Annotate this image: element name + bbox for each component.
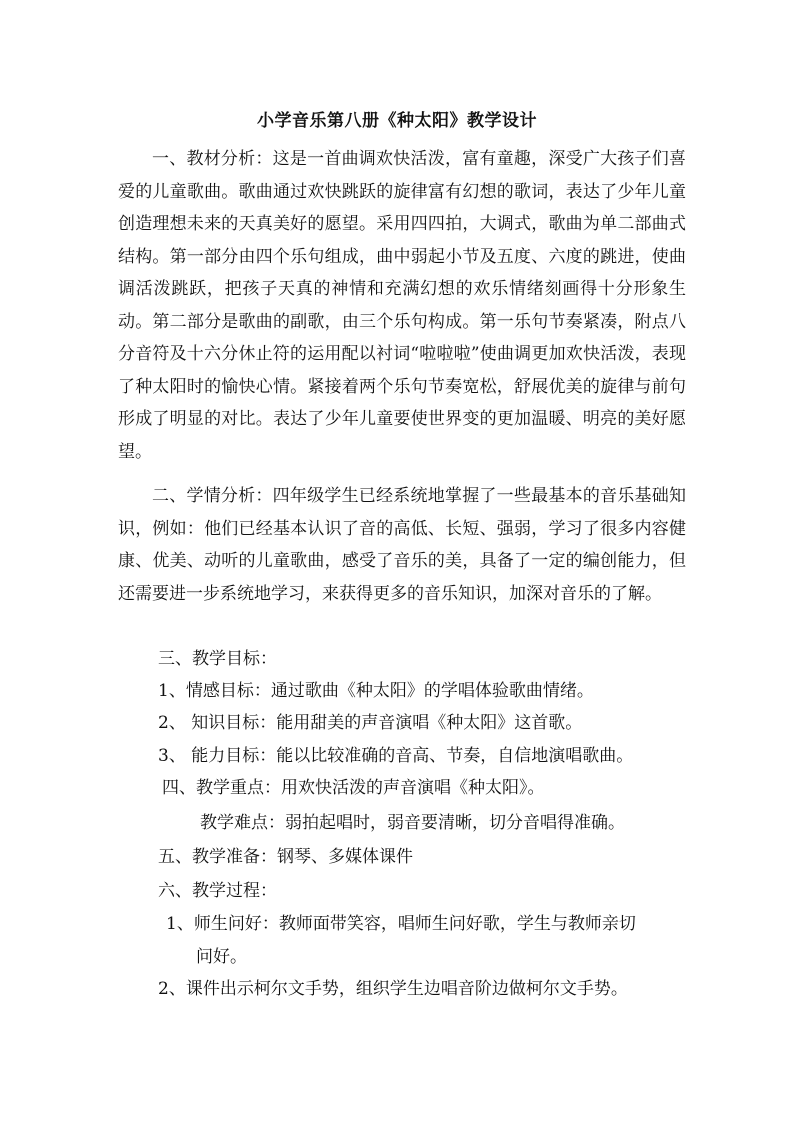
process-heading: 六、教学过程： <box>158 881 277 901</box>
key-point: 四、教学重点：用欢快活泼的声音演唱《种太阳》。 <box>162 778 545 798</box>
process-step-2: 2、课件出示柯尔文手势，组织学生边唱音阶边做柯尔文手势。 <box>158 979 628 999</box>
process-step-1: 1、师生问好：教师面带笑容，唱师生问好歌，学生与教师亲切 <box>166 914 636 934</box>
process-step-1-continued: 问好。 <box>196 947 247 967</box>
goals-heading: 三、教学目标： <box>158 649 277 669</box>
student-analysis-paragraph: 二、学情分析：四年级学生已经系统地掌握了一些最基本的音乐基础知识，例如：他们已经基本认识了音的高低、长短、强弱，学习了很多内容健康、优美、动听的儿童歌曲，感受了音乐的美，具备了一定的编创能力，但还需要进一步系统地学习，来获得更多的音乐知识，加深对音乐的了解。 <box>118 486 686 604</box>
document-title: 小学音乐第八册《种太阳》教学设计 <box>257 111 537 131</box>
goal-item-3: 3、 能力目标：能以比较准确的音高、节奏，自信地演唱歌曲。 <box>158 746 634 766</box>
goal-item-2: 2、 知识目标：能用甜美的声音演唱《种太阳》这首歌。 <box>158 713 583 733</box>
difficulty: 教学难点：弱拍起唱时，弱音要清晰，切分音唱得准确。 <box>200 813 625 833</box>
preparation: 五、教学准备：钢琴、多媒体课件 <box>158 847 413 867</box>
section-material-analysis <box>118 143 686 468</box>
section-student-analysis <box>118 480 686 610</box>
material-analysis-paragraph: 一、教材分析：这是一首曲调欢快活泼，富有童趣，深受广大孩子们喜爱的儿童歌曲。歌曲通过欢快跳跃的旋律富有幻想的歌词，表达了少年儿童创造理想未来的天真美好的愿望。采用四四拍，大调式，歌曲为单二部曲式结构。第一部分由四个乐句组成，曲中弱起小节及五度、六度的跳进，使曲调活泼跳跃，把孩子天真的神情和充满幻想的欢乐情绪刻画得十分形象生动。第二部分是歌曲的副歌，由三个乐句构成。第一乐句节奏紧凑，附点八分音符及十六分休止符的运用配以衬词“啦啦啦”使曲调更加欢快活泼，表现了种太阳时的愉快心情。紧接着两个乐句节奏宽松，舒展优美的旋律与前句形成了明显的对比。表达了少年儿童要使世界变的更加温暖、明亮的美好愿望。 <box>118 149 686 462</box>
goal-item-1: 1、情感目标：通过歌曲《种太阳》的学唱体验歌曲情绪。 <box>158 681 594 701</box>
